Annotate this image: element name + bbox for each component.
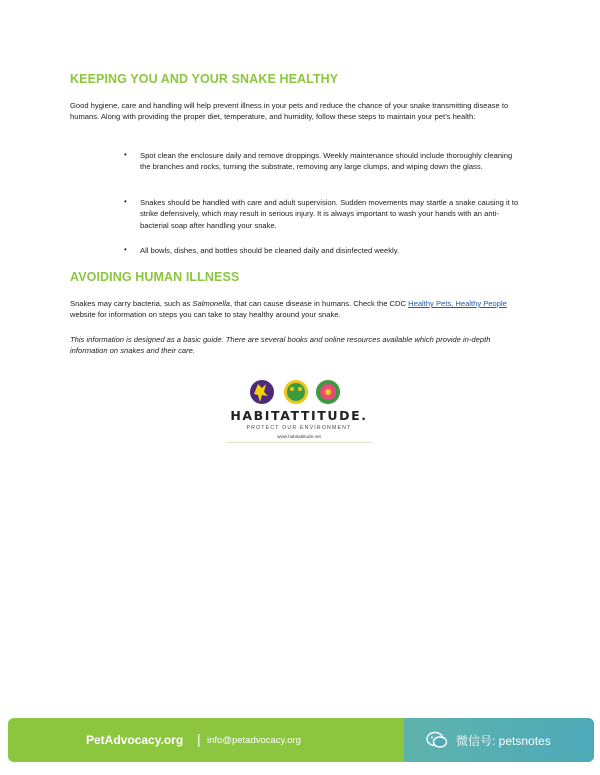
- bacteria-text-end: website for information on steps you can take to stay healthy around your snake.: [70, 310, 341, 320]
- footer-separator: |: [197, 731, 201, 747]
- logo-url: www.habitattitude.net: [277, 434, 321, 439]
- section-heading-illness: AVOIDING HUMAN ILLNESS: [70, 270, 240, 284]
- bullet-text: Spot clean the enclosure daily and remove droppings. Weekly maintenance should include thoroughly cleaning the branches and rocks, turning the substrate, removing any large clumps, and wiping down the glass.: [140, 151, 513, 172]
- bullet-text: All bowls, dishes, and bottles should be cleaned daily and disinfected weekly.: [140, 246, 400, 255]
- bacteria-paragraph: [70, 298, 530, 321]
- wechat-watermark: [404, 718, 594, 762]
- footer-email-link[interactable]: info@petadvocacy.org: [207, 735, 301, 746]
- footer-site-link[interactable]: PetAdvocacy.org: [86, 733, 184, 747]
- section-heading-healthy: KEEPING YOU AND YOUR SNAKE HEALTHY: [70, 72, 339, 86]
- wechat-id-text: 微信号: petsnotes: [456, 734, 551, 748]
- footer-bar: [8, 718, 594, 762]
- bullet-text: Snakes should be handled with care and adult supervision. Sudden movements may startle a snake causing it to strike defensively, which may result in serious injury. It is always important to wash your hands with an anti-bacterial soap after handling your snake.: [140, 198, 519, 230]
- bullet-icon: •: [124, 245, 127, 254]
- intro-paragraph: Good hygiene, care and handling will help prevent illness in your pets and reduce the chance of your snake transmitting disease to humans. Along with providing the proper diet, temperature, and humidity, follow these steps to maintain your pet’s health:: [70, 101, 509, 122]
- bullet-icon: •: [124, 197, 127, 206]
- logo-underline: [226, 442, 372, 443]
- guide-note: [70, 334, 530, 357]
- logo-tagline: PROTECT OUR ENVIRONMENT: [246, 425, 352, 431]
- list-item: [124, 197, 520, 231]
- bacteria-text-start: Snakes may carry bacteria, such as: [70, 299, 193, 308]
- habitattitude-logo: [220, 378, 378, 448]
- bullet-icon: •: [124, 150, 127, 159]
- cdc-healthy-pets-link[interactable]: Healthy Pets, Healthy People: [408, 299, 507, 308]
- guide-note-text: This information is designed as a basic guide. There are several books and online resources available which provide in-depth information on snakes and their care.: [70, 335, 491, 356]
- logo-wordmark: HABITATTITUDE.: [230, 408, 368, 423]
- bacteria-text-mid: , that can cause disease in humans. Check the CDC: [229, 299, 409, 308]
- salmonella-term: Salmonella: [192, 299, 230, 308]
- list-item: [124, 245, 520, 256]
- wechat-icon: [426, 731, 448, 749]
- list-item: [124, 150, 520, 173]
